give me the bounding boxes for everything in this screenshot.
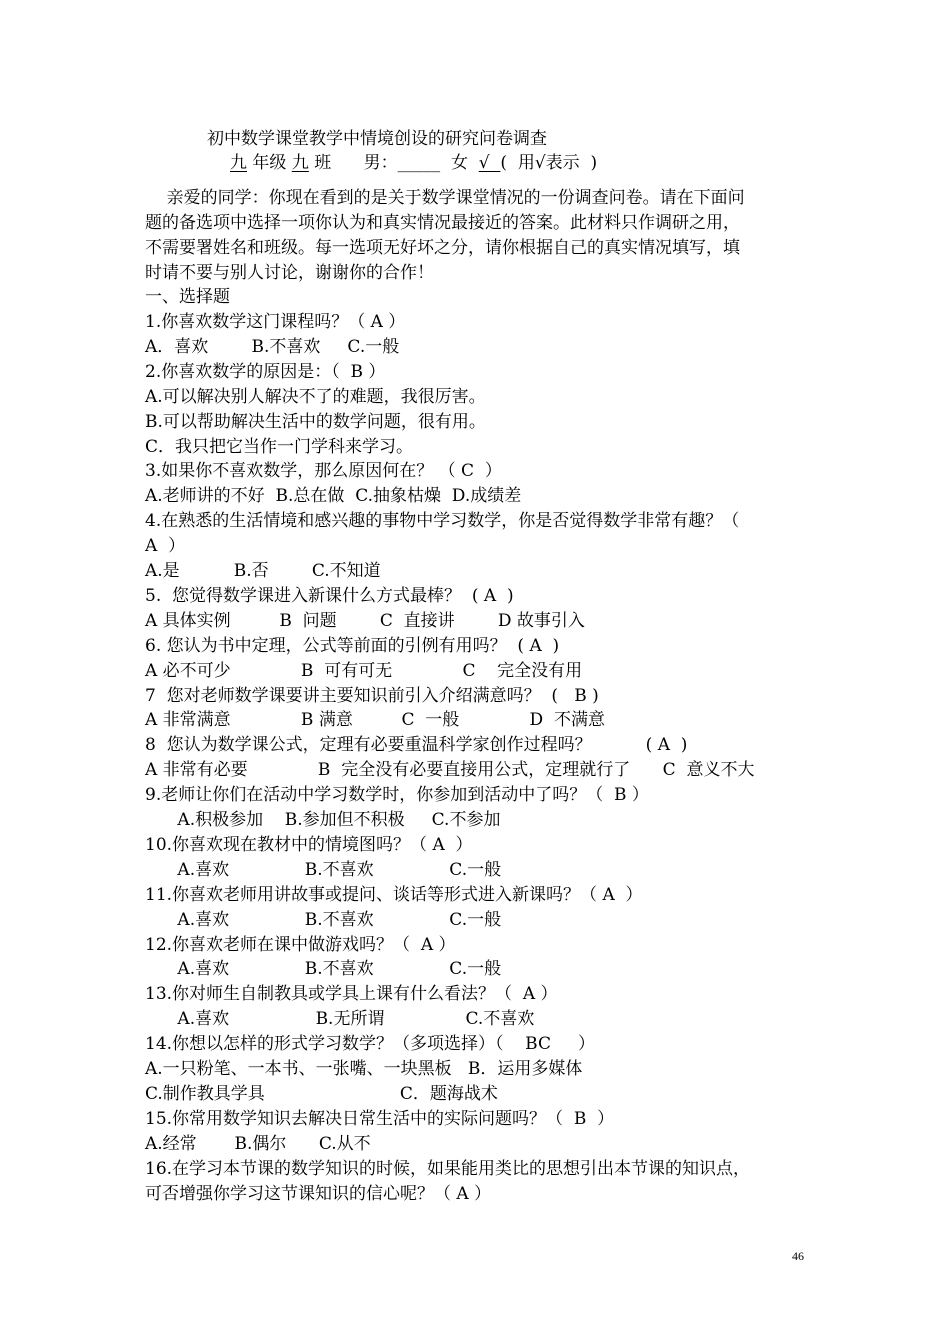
- question-line: A．喜欢 B.不喜欢 C.一般: [145, 336, 400, 357]
- question-line: 16.在学习本节课的数学知识的时候，如果能用类比的思想引出本节课的知识点，: [145, 1158, 751, 1179]
- question-line: A 必不可少 B 可有可无 C 完全没有用: [145, 660, 583, 681]
- page-number: 46: [792, 1249, 804, 1263]
- question-line: C.制作教具学具 C．题海战术: [145, 1083, 498, 1104]
- question-line: A.是 B.否 C.不知道: [145, 561, 381, 581]
- question-line: A.可以解决别人解决不了的难题，我很厉害。: [145, 386, 486, 407]
- question-line: A.积极参加 B.参加但不积极 C.不参加: [145, 810, 501, 830]
- question-line: 9.老师让你们在活动中学习数学时，你参加到活动中了吗？（ B ）: [145, 785, 649, 806]
- question-line: 10.你喜欢现在教材中的情境图吗？（ A ）: [145, 834, 473, 855]
- question-line: A.经常 B.偶尔 C.从不: [145, 1133, 371, 1154]
- question-line: 可否增强你学习这节课知识的信心呢？（ A ）: [145, 1183, 492, 1204]
- question-line: A 具体实例 B 问题 C 直接讲 D 故事引入: [145, 610, 585, 631]
- question-line: A.一只粉笔、一本书、一张嘴、一块黑板 B．运用多媒体: [145, 1059, 583, 1079]
- section-heading: 一、选择题: [145, 287, 230, 307]
- question-line: A ）: [145, 536, 186, 557]
- question-line: 1.你喜欢数学这门课程吗？（ A ）: [145, 312, 406, 332]
- question-line: 8 您认为数学课公式，定理有必要重温科学家创作过程吗？ ( A ): [145, 735, 688, 756]
- class-label: 班 男：: [308, 153, 398, 173]
- question-line: 15.你常用数学知识去解决日常生活中的实际问题吗？（ B ）: [145, 1108, 615, 1129]
- question-line: 2.你喜欢数学的原因是：（ B ）: [145, 361, 386, 382]
- intro-line: 不需要署姓名和班级。每一选项无好坏之分，请你根据自己的真实情况填写，填: [145, 238, 740, 258]
- question-line: A.喜欢 B.不喜欢 C.一般: [145, 909, 502, 930]
- intro-line: 题的备选项中选择一项你认为和真实情况最接近的答案。此材料只作调研之用，: [145, 213, 740, 233]
- question-line: A.老师讲的不好 B.总在做 C.抽象枯燥 D.成绩差: [145, 486, 522, 507]
- class-value: 九: [291, 153, 309, 173]
- question-line: 4.在熟悉的生活情境和感兴趣的事物中学习数学，你是否觉得数学非常有趣？（: [145, 511, 740, 532]
- question-line: A 非常满意 B 满意 C 一般 D 不满意: [145, 710, 605, 731]
- question-line: 11.你喜欢老师用讲故事或提问、谈话等形式进入新课吗？（ A ）: [145, 884, 643, 905]
- mark-instruction: ( 用√表示 ): [500, 153, 598, 173]
- intro-line: 亲爱的同学：你现在看到的是关于数学课堂情况的一份调查问卷。请在下面问: [145, 188, 745, 208]
- grade-value: 九: [230, 153, 247, 173]
- intro-line: 时请不要与别人讨论，谢谢你的合作！: [145, 263, 434, 283]
- question-line: A.喜欢 B.不喜欢 C.一般: [145, 859, 502, 880]
- question-line: A 非常有必要 B 完全没有必要直接用公式，定理就行了 C 意义不大: [145, 760, 755, 781]
- question-line: B.可以帮助解决生活中的数学问题，很有用。: [145, 411, 486, 432]
- question-line: 7 您对老师数学课要讲主要知识前引入介绍满意吗？ ( B ): [145, 685, 599, 706]
- grade-label: 年级: [247, 153, 292, 173]
- page-title: 初中数学课堂教学中情境创设的研究问卷调查: [207, 129, 547, 149]
- question-line: 5. 您觉得数学课进入新课什么方式最棒？ ( A ): [145, 585, 514, 606]
- question-line: 12.你喜欢老师在课中做游戏吗？（ A ）: [145, 934, 456, 955]
- question-line: C．我只把它当作一门学科来学习。: [145, 436, 414, 457]
- question-line: 3.如果你不喜欢数学，那么原因何在？ （ C ）: [145, 461, 502, 482]
- respondent-info: [230, 151, 597, 175]
- question-line: A.喜欢 B.不喜欢 C.一般: [145, 959, 502, 980]
- question-line: 6. 您认为书中定理，公式等前面的引例有用吗？ ( A ): [145, 635, 560, 656]
- female-label: 女: [440, 153, 479, 173]
- female-mark: √: [478, 153, 501, 173]
- question-line: 14.你想以怎样的形式学习数学？（多项选择）（ BC ）: [145, 1034, 595, 1055]
- male-blank: _____: [397, 153, 441, 173]
- question-line: 13.你对师生自制教具或学具上课有什么看法？（ A ）: [145, 984, 558, 1005]
- question-line: A.喜欢 B.无所谓 C.不喜欢: [145, 1009, 535, 1030]
